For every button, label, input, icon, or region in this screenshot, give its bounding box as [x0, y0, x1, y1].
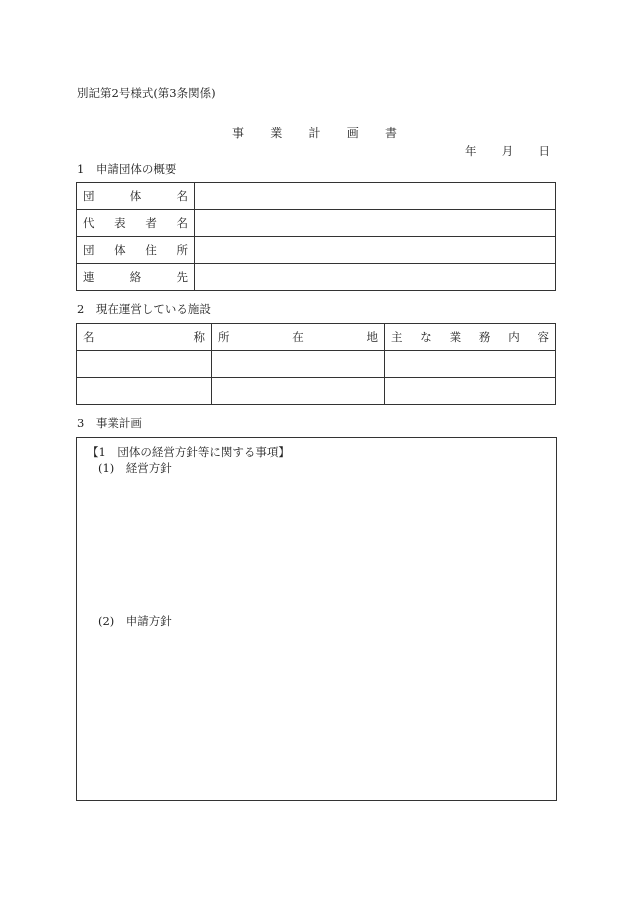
- title-char: 画: [346, 126, 359, 140]
- organization-address-field[interactable]: [195, 237, 556, 264]
- organization-name-field[interactable]: [195, 183, 556, 210]
- application-policy-label: (2) 申請方針: [98, 614, 172, 628]
- box-heading: 【1 団体の経営方針等に関する事項】: [87, 445, 290, 459]
- facilities-table: [76, 323, 556, 405]
- title-char: 業: [270, 126, 283, 140]
- table-row: [77, 264, 556, 291]
- day-label: 日: [538, 144, 550, 158]
- date-line: [465, 143, 550, 159]
- table-row: [77, 210, 556, 237]
- facility-location-field[interactable]: [212, 351, 385, 378]
- form-label: 別記第2号様式(第3条関係): [77, 86, 216, 100]
- column-header-main-business: 主 な 業 務 内 容: [385, 324, 556, 351]
- row-label: 代 表 者 名: [77, 210, 195, 237]
- table-header-row: [77, 324, 556, 351]
- document-title: [232, 124, 397, 141]
- year-label: 年: [465, 144, 477, 158]
- representative-name-field[interactable]: [195, 210, 556, 237]
- month-label: 月: [501, 144, 514, 158]
- section3-heading: 3 事業計画: [77, 416, 142, 430]
- applicant-overview-table: [76, 182, 556, 291]
- facility-business-field[interactable]: [385, 378, 556, 405]
- management-policy-label: (1) 経営方針: [98, 461, 172, 475]
- title-char: 計: [308, 126, 321, 140]
- table-row: [77, 237, 556, 264]
- row-label: 連 絡 先: [77, 264, 195, 291]
- table-row: [77, 183, 556, 210]
- column-header-location: 所 在 地: [212, 324, 385, 351]
- row-label: 団 体 名: [77, 183, 195, 210]
- facility-business-field[interactable]: [385, 351, 556, 378]
- table-row: [77, 378, 556, 405]
- title-char: 事: [232, 126, 245, 140]
- facility-location-field[interactable]: [212, 378, 385, 405]
- row-label: 団 体 住 所: [77, 237, 195, 264]
- facility-name-field[interactable]: [77, 351, 212, 378]
- contact-field[interactable]: [195, 264, 556, 291]
- title-char: 書: [384, 126, 397, 140]
- column-header-name: 名 称: [77, 324, 212, 351]
- section2-heading: 2 現在運営している施設: [77, 302, 211, 316]
- section1-heading: 1 申請団体の概要: [77, 162, 177, 176]
- table-row: [77, 351, 556, 378]
- business-plan-box[interactable]: [76, 437, 557, 801]
- facility-name-field[interactable]: [77, 378, 212, 405]
